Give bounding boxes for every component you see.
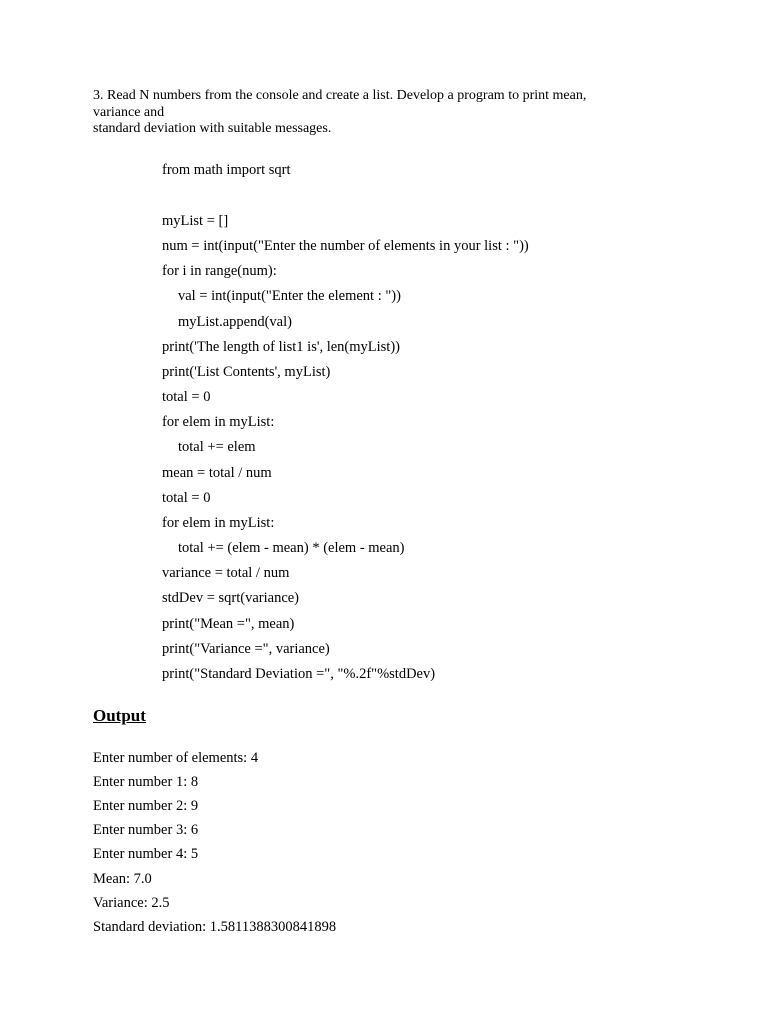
code-line: mean = total / num — [162, 465, 272, 481]
code-line: for elem in myList: — [162, 515, 275, 531]
code-line: total += elem — [178, 439, 256, 455]
code-line: myList = [] — [162, 213, 229, 229]
code-line: total = 0 — [162, 389, 211, 405]
code-line: print('The length of list1 is', len(myList)) — [162, 339, 400, 355]
output-line: Variance: 2.5 — [93, 895, 170, 911]
question-line-1: 3. Read N numbers from the console and create a list. Develop a program to print mean, — [93, 88, 587, 103]
code-line: myList.append(val) — [178, 314, 292, 330]
code-line: num = int(input("Enter the number of elements in your list : ")) — [162, 238, 529, 254]
code-line: variance = total / num — [162, 565, 290, 581]
question-line-3: standard deviation with suitable messages. — [93, 121, 332, 136]
code-line: val = int(input("Enter the element : ")) — [178, 288, 401, 304]
code-line: print("Standard Deviation =", "%.2f"%stdDev) — [162, 666, 436, 682]
code-import-line: from math import sqrt — [162, 162, 291, 178]
code-line: stdDev = sqrt(variance) — [162, 590, 300, 606]
code-line: print("Mean =", mean) — [162, 616, 295, 632]
output-line: Mean: 7.0 — [93, 871, 152, 887]
output-line: Enter number of elements: 4 — [93, 750, 259, 766]
output-line: Enter number 3: 6 — [93, 822, 199, 838]
code-line: print("Variance =", variance) — [162, 641, 330, 657]
code-line: total = 0 — [162, 490, 211, 506]
output-line: Enter number 1: 8 — [93, 774, 199, 790]
code-line: print('List Contents', myList) — [162, 364, 331, 380]
code-line: for i in range(num): — [162, 263, 277, 279]
code-line: for elem in myList: — [162, 414, 275, 430]
question-text — [93, 88, 673, 138]
output-line: Enter number 2: 9 — [93, 798, 199, 814]
output-line: Enter number 4: 5 — [93, 846, 199, 862]
code-line: total += (elem - mean) * (elem - mean) — [178, 540, 405, 556]
output-heading: Output — [93, 706, 146, 725]
output-line: Standard deviation: 1.5811388300841898 — [93, 919, 337, 935]
question-line-2: variance and — [93, 104, 165, 120]
